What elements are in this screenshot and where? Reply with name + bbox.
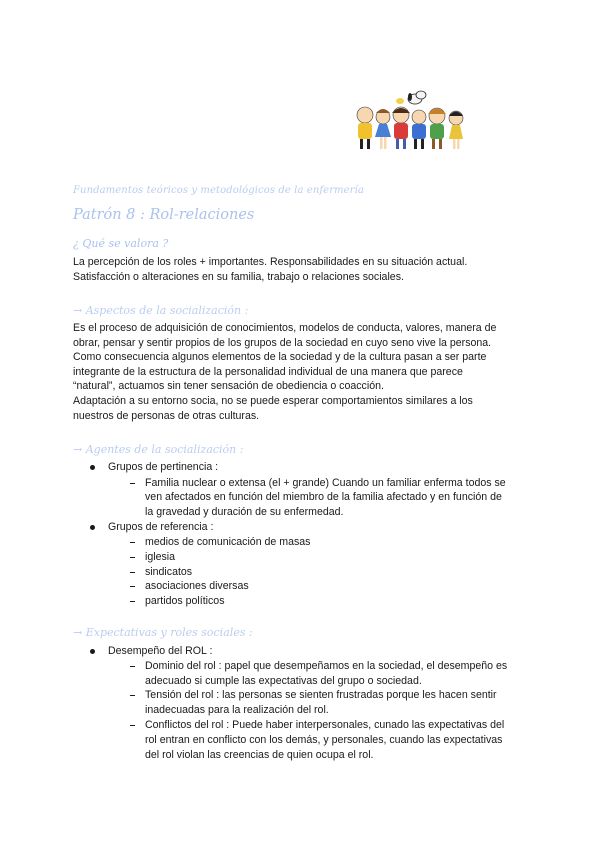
list-line: Conflictos del rol : Puede haber interpersonales, cunado las expectativas del	[145, 719, 505, 731]
list-item: sindicatos	[145, 566, 193, 578]
paragraph-line: “natural”, actuamos sin tener sensación de obediencia o coacción.	[73, 380, 384, 393]
intro-paragraph	[73, 255, 533, 284]
paragraph-line: Adaptación a su entorno socia, no se puede esperar comportamientos similares a los	[73, 394, 473, 407]
bullet-dash	[130, 572, 135, 573]
intro-line: La percepción de los roles + importantes. Responsabilidades en su situación actual.	[73, 256, 468, 268]
paragraph-line: obrar, pensar y sentir propios de los grupos de la sociedad en cuyo seno vive la persona.	[73, 336, 492, 349]
agents-group-label: Grupos de referencia :	[108, 521, 214, 533]
bullet-dash	[130, 483, 135, 484]
paragraph-line: Es el proceso de adquisición de conocimientos, modelos de conducta, valores, manera de	[73, 322, 497, 334]
bullet-dot	[90, 649, 95, 654]
list-line: rol entran en conflicto con los demás, y personales, cuando las expectativas	[145, 734, 503, 746]
agents-group-label: Grupos de pertinencia :	[108, 461, 219, 473]
bullet-dash	[130, 542, 135, 543]
paragraph-line: nuestros de personas de otras culturas.	[73, 409, 260, 422]
bullet-dash	[130, 601, 135, 602]
bullet-dash	[130, 586, 135, 587]
cartoon-illustration	[343, 73, 479, 160]
list-item: medios de comunicación de masas	[145, 536, 311, 548]
cartoon-characters-image	[343, 73, 479, 160]
list-line: Tensión del rol : las personas se sienten frustradas porque les hacen sentir	[145, 689, 497, 701]
list-line: Familia nuclear o extensa (el + grande) Cuando un familiar enferma todos se	[145, 477, 506, 489]
list-line: del rol violan las creencias de quien ocupa el rol.	[145, 749, 374, 761]
bullet-dash	[130, 557, 135, 558]
list-item: iglesia	[145, 551, 176, 563]
agents-heading: → Agentes de la socialización :	[73, 443, 244, 456]
list-line: adecuado si cumple las expectativas del grupo o sociedad.	[145, 675, 422, 687]
bullet-dash	[130, 725, 135, 726]
question-heading: ¿ Qué se valora ?	[73, 237, 169, 250]
bullet-dash	[130, 666, 135, 667]
socialization-paragraph	[73, 321, 533, 423]
intro-line: Satisfacción o alteraciones en su familia, trabajo o relaciones sociales.	[73, 270, 404, 283]
list-item: partidos políticos	[145, 595, 225, 607]
socialization-heading: → Aspectos de la socialización :	[73, 304, 249, 317]
bullet-dot	[90, 525, 95, 530]
list-line: Dominio del rol : papel que desempeñamos en la sociedad, el desempeño es	[145, 660, 508, 672]
paragraph-line: Como consecuencia algunos elementos de la sociedad y de la cultura pasan a ser parte	[73, 351, 487, 364]
list-item: asociaciones diversas	[145, 580, 249, 592]
list-line: ven afectados en función del miembro de la familia afectado y en función de	[145, 491, 502, 503]
expectations-group-label: Desempeño del ROL :	[108, 645, 213, 657]
list-line: inadecuadas para la realización del rol.	[145, 704, 329, 716]
bullet-dash	[130, 695, 135, 696]
expectations-heading: → Expectativas y roles sociales :	[73, 626, 253, 639]
paragraph-line: integrante de la estructura de la personalidad individual de una manera que parece	[73, 365, 463, 378]
list-line: la gravedad y duración de su enfermedad.	[145, 506, 344, 518]
bullet-dot	[90, 465, 95, 470]
pattern-title: Patrón 8 : Rol-relaciones	[73, 207, 255, 223]
course-title: Fundamentos teóricos y metodológicos de la enfermería	[73, 185, 364, 196]
